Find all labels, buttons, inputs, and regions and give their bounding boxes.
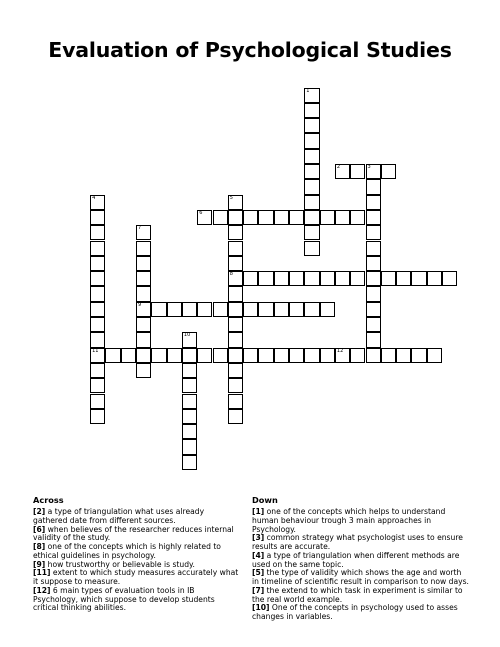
grid-cell[interactable] — [136, 317, 151, 332]
grid-cell[interactable] — [182, 332, 197, 347]
clue-text: when believes of the researcher reduces internal validity of the study. — [33, 524, 234, 543]
grid-cell[interactable] — [274, 302, 289, 317]
grid-cell[interactable] — [335, 164, 350, 179]
grid-cell[interactable] — [151, 302, 166, 317]
clue-text: the type of validity which shows the age and worth in timeline of scientific result in comparison to now days. — [252, 568, 469, 586]
grid-cell[interactable] — [105, 348, 120, 363]
clue-text: common strategy what psychologist uses to ensure results are accurate. — [252, 533, 463, 551]
grid-cell[interactable] — [90, 286, 105, 301]
grid-cell[interactable] — [228, 271, 243, 286]
grid-cell[interactable] — [396, 348, 411, 363]
grid-cell[interactable] — [90, 225, 105, 240]
grid-cell[interactable] — [289, 302, 304, 317]
grid-cell[interactable] — [304, 164, 319, 179]
grid-cell[interactable] — [121, 348, 136, 363]
down-heading: Down — [252, 495, 278, 505]
clue-num: [6] — [33, 524, 46, 534]
grid-cell[interactable] — [90, 271, 105, 286]
grid-cell[interactable] — [366, 241, 381, 256]
clue-text: extent to which study measures accurately what it suppose to measure. — [33, 568, 239, 586]
clue-number: 9 — [138, 301, 142, 308]
clue-num: [4] — [252, 550, 265, 560]
grid-cell[interactable] — [243, 302, 258, 317]
down-clues — [252, 495, 470, 622]
clue-text: 6 main types of evaluation tools in IB Psychology, which suppose to develop students critical thinking abilities. — [33, 585, 215, 613]
grid-cell[interactable] — [304, 241, 319, 256]
grid-cell[interactable] — [350, 348, 365, 363]
grid-cell[interactable] — [366, 195, 381, 210]
grid-cell[interactable] — [366, 225, 381, 240]
across-clue — [33, 587, 239, 613]
grid-cell[interactable] — [228, 286, 243, 301]
grid-cell[interactable] — [228, 302, 243, 317]
grid-cell[interactable] — [182, 348, 197, 363]
clue-number: 12 — [336, 347, 344, 354]
grid-cell[interactable] — [167, 302, 182, 317]
clue-num: [1] — [252, 507, 265, 516]
grid-cell[interactable] — [182, 424, 197, 439]
grid-cell[interactable] — [90, 195, 105, 210]
clue-number: 10 — [183, 332, 191, 339]
grid-cell[interactable] — [182, 378, 197, 393]
grid-cell[interactable] — [396, 271, 411, 286]
grid-cell[interactable] — [228, 241, 243, 256]
grid-cell[interactable] — [136, 348, 151, 363]
grid-cell[interactable] — [213, 302, 228, 317]
clue-number: 1 — [306, 87, 310, 94]
grid-cell[interactable] — [442, 271, 457, 286]
page-title: Evaluation of Psychological Studies — [48, 38, 452, 62]
grid-cell[interactable] — [350, 164, 365, 179]
grid-cell[interactable] — [304, 210, 319, 225]
across-clue — [33, 543, 239, 561]
grid-cell[interactable] — [228, 210, 243, 225]
clue-text: the extend to which task in experiment is similar to the real world example. — [252, 585, 463, 604]
down-clue — [252, 534, 470, 552]
grid-cell[interactable] — [258, 302, 273, 317]
grid-cell[interactable] — [228, 409, 243, 424]
grid-cell[interactable] — [228, 348, 243, 363]
grid-cell[interactable] — [304, 348, 319, 363]
clue-number: 4 — [92, 194, 96, 201]
clue-number: 3 — [367, 164, 371, 170]
clue-num: [2] — [33, 507, 46, 516]
grid-cell[interactable] — [289, 271, 304, 286]
grid-cell[interactable] — [366, 302, 381, 317]
across-heading: Across — [33, 495, 64, 505]
clue-num: [3] — [252, 533, 265, 543]
grid-cell[interactable] — [366, 210, 381, 225]
grid-cell[interactable] — [320, 302, 335, 317]
down-clue — [252, 569, 470, 587]
grid-cell[interactable] — [366, 317, 381, 332]
grid-cell[interactable] — [90, 363, 105, 378]
grid-cell[interactable] — [136, 241, 151, 256]
grid-cell[interactable] — [243, 210, 258, 225]
clue-text: one of the concepts which is highly related to ethical guidelines in psychology. — [33, 542, 221, 560]
grid-cell[interactable] — [136, 332, 151, 347]
clue-num: [10] — [252, 603, 270, 613]
grid-cell[interactable] — [258, 348, 273, 363]
grid-cell[interactable] — [90, 332, 105, 347]
grid-cell[interactable] — [427, 348, 442, 363]
grid-cell[interactable] — [427, 271, 442, 286]
grid-cell[interactable] — [304, 88, 319, 103]
clue-text: a type of triangulation when different methods are used on the same topic. — [252, 550, 460, 569]
grid-cell[interactable] — [320, 348, 335, 363]
grid-cell[interactable] — [289, 210, 304, 225]
grid-cell[interactable] — [136, 286, 151, 301]
grid-cell[interactable] — [197, 210, 212, 225]
grid-cell[interactable] — [304, 149, 319, 164]
grid-cell[interactable] — [366, 332, 381, 347]
clue-num: [7] — [252, 585, 265, 595]
grid-cell[interactable] — [182, 363, 197, 378]
clue-number: 5 — [229, 194, 233, 201]
grid-cell[interactable] — [182, 409, 197, 424]
grid-cell[interactable] — [228, 225, 243, 240]
grid-cell[interactable] — [90, 409, 105, 424]
grid-cell[interactable] — [304, 271, 319, 286]
clue-text: one of the concepts which helps to understand human behaviour trough 3 main approaches in Psychology. — [252, 507, 446, 534]
grid-cell[interactable] — [258, 271, 273, 286]
clue-number: 2 — [336, 164, 341, 170]
grid-cell[interactable] — [182, 439, 197, 454]
grid-cell[interactable] — [90, 394, 105, 409]
grid-cell[interactable] — [289, 348, 304, 363]
down-clue — [252, 587, 470, 605]
grid-cell[interactable] — [335, 348, 350, 363]
grid-cell[interactable] — [411, 271, 426, 286]
grid-cell[interactable] — [136, 271, 151, 286]
grid-cell[interactable] — [228, 195, 243, 210]
grid-cell[interactable] — [182, 455, 197, 470]
grid-cell[interactable] — [274, 271, 289, 286]
clue-number: 11 — [92, 347, 99, 354]
across-clues — [33, 495, 239, 613]
grid-cell[interactable] — [258, 210, 273, 225]
grid-cell[interactable] — [366, 271, 381, 286]
grid-cell[interactable] — [304, 103, 319, 118]
grid-cell[interactable] — [304, 225, 319, 240]
clue-text: a type of triangulation what uses already gathered date from different sources. — [33, 507, 205, 525]
grid-cell[interactable] — [90, 378, 105, 393]
grid-cell[interactable] — [350, 271, 365, 286]
across-clue — [33, 569, 239, 587]
grid-cell[interactable] — [274, 210, 289, 225]
clue-number: 6 — [199, 209, 203, 216]
grid-cell[interactable] — [228, 317, 243, 332]
grid-cell[interactable] — [320, 271, 335, 286]
grid-cell[interactable] — [182, 394, 197, 409]
grid-cell[interactable] — [136, 363, 151, 378]
clue-num: [12] — [33, 585, 51, 595]
grid-cell[interactable] — [213, 348, 228, 363]
grid-cell[interactable] — [366, 348, 381, 363]
clue-num: [5] — [252, 568, 265, 578]
grid-cell[interactable] — [90, 256, 105, 271]
clue-number: 8 — [229, 271, 233, 278]
grid-cell[interactable] — [197, 348, 212, 363]
clue-number: 7 — [138, 225, 142, 232]
grid-cell[interactable] — [335, 271, 350, 286]
grid-cell[interactable] — [366, 164, 381, 179]
grid-cell[interactable] — [304, 195, 319, 210]
grid-cell[interactable] — [197, 302, 212, 317]
grid-cell[interactable] — [366, 286, 381, 301]
grid-cell[interactable] — [90, 210, 105, 225]
grid-cell[interactable] — [274, 348, 289, 363]
grid-cell[interactable] — [167, 348, 182, 363]
grid-cell[interactable] — [304, 118, 319, 133]
grid-cell[interactable] — [151, 348, 166, 363]
clue-num: [8] — [33, 542, 46, 551]
clue-text: how trustworthy or believable is study. — [45, 559, 195, 569]
grid-cell[interactable] — [366, 179, 381, 194]
down-clue — [252, 604, 470, 622]
grid-cell[interactable] — [228, 378, 243, 393]
down-clue — [252, 552, 470, 570]
grid-cell[interactable] — [304, 133, 319, 148]
clue-num: [9] — [33, 559, 46, 569]
grid-cell[interactable] — [381, 164, 396, 179]
grid-cell[interactable] — [243, 348, 258, 363]
grid-cell[interactable] — [243, 271, 258, 286]
grid-cell[interactable] — [228, 256, 243, 271]
across-clue — [33, 508, 239, 526]
grid-cell[interactable] — [304, 302, 319, 317]
clue-num: [11] — [33, 568, 51, 578]
clue-text: One of the concepts in psychology used to asses changes in variables. — [252, 603, 458, 621]
grid-cell[interactable] — [350, 210, 365, 225]
down-clue — [252, 508, 470, 534]
across-clue — [33, 526, 239, 544]
grid-cell[interactable] — [335, 210, 350, 225]
grid-cell[interactable] — [304, 179, 319, 194]
grid-cell[interactable] — [136, 225, 151, 240]
grid-cell[interactable] — [90, 348, 105, 363]
grid-cell[interactable] — [90, 241, 105, 256]
grid-cell[interactable] — [213, 210, 228, 225]
grid-cell[interactable] — [411, 348, 426, 363]
grid-cell[interactable] — [366, 256, 381, 271]
grid-cell[interactable] — [136, 256, 151, 271]
grid-cell[interactable] — [228, 363, 243, 378]
grid-cell[interactable] — [136, 302, 151, 317]
grid-cell[interactable] — [228, 332, 243, 347]
grid-cell[interactable] — [381, 348, 396, 363]
grid-cell[interactable] — [90, 317, 105, 332]
grid-cell[interactable] — [228, 394, 243, 409]
grid-cell[interactable] — [320, 210, 335, 225]
grid-cell[interactable] — [182, 302, 197, 317]
grid-cell[interactable] — [90, 302, 105, 317]
grid-cell[interactable] — [381, 271, 396, 286]
